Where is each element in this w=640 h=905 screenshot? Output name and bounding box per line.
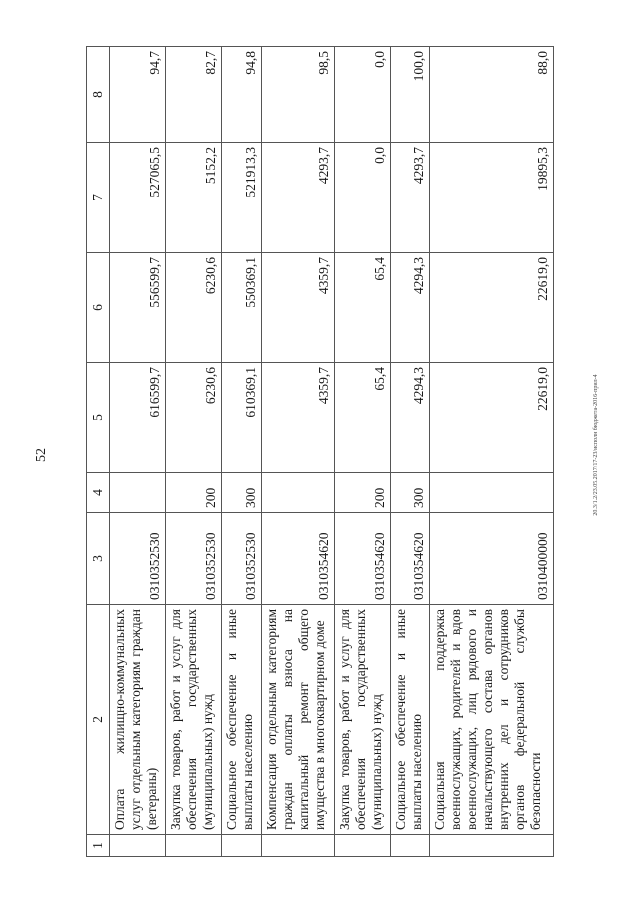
- table-row: [334, 47, 390, 857]
- expense-name-cell: Закупка товаров, работ и услуг для обеспечения государственных (муниципальных) нужд: [166, 605, 222, 835]
- target-code-cell: 0310354620: [334, 513, 390, 605]
- column-header-4: 4: [87, 473, 110, 513]
- budget-table-sheet: [86, 47, 554, 857]
- row-index-cell: [166, 835, 222, 857]
- row-index-cell: [261, 835, 334, 857]
- execution-percent-cell: 82,7: [166, 47, 222, 143]
- execution-percent-cell: 98,5: [261, 47, 334, 143]
- approved-plan-cell: 616599,7: [110, 363, 166, 473]
- executed-cell: 4293,7: [390, 143, 429, 253]
- execution-percent-cell: 94,7: [110, 47, 166, 143]
- row-index-cell: [334, 835, 390, 857]
- row-index-cell: [110, 835, 166, 857]
- execution-percent-cell: 0,0: [334, 47, 390, 143]
- expense-type-cell: [261, 473, 334, 513]
- approved-plan-cell: 65,4: [334, 363, 390, 473]
- revised-plan-cell: 22619,0: [429, 253, 553, 363]
- revised-plan-cell: 556599,7: [110, 253, 166, 363]
- executed-cell: 4293,7: [261, 143, 334, 253]
- expense-name-cell: Компенсация отдельным категориям граждан оплаты взноса на капитальный ремонт общего имущества в многоквартирном доме: [261, 605, 334, 835]
- expense-name-cell: Социальное обеспечение и иные выплаты населению: [390, 605, 429, 835]
- column-header-3: 3: [87, 513, 110, 605]
- column-header-1: 1: [87, 835, 110, 857]
- execution-percent-cell: 100,0: [390, 47, 429, 143]
- revised-plan-cell: 550369,1: [222, 253, 261, 363]
- target-code-cell: 0310352530: [166, 513, 222, 605]
- table-row: [390, 47, 429, 857]
- target-code-cell: 0310400000: [429, 513, 553, 605]
- approved-plan-cell: 4359,7: [261, 363, 334, 473]
- row-index-cell: [429, 835, 553, 857]
- file-stamp: 20.3/1.2/23.05.2017/17-23/исполн бюджета-2016-прил-4: [593, 374, 599, 516]
- expense-type-cell: 200: [166, 473, 222, 513]
- row-index-cell: [222, 835, 261, 857]
- page-number: 52: [34, 448, 49, 462]
- executed-cell: 5152,2: [166, 143, 222, 253]
- expense-name-cell: Оплата жилищно-коммунальных услуг отдельным категориям граждан (ветераны): [110, 605, 166, 835]
- executed-cell: 19895,3: [429, 143, 553, 253]
- executed-cell: 527065,5: [110, 143, 166, 253]
- target-code-cell: 0310352530: [110, 513, 166, 605]
- executed-cell: 0,0: [334, 143, 390, 253]
- expense-type-cell: [429, 473, 553, 513]
- expense-name-cell: Закупка товаров, работ и услуг для обеспечения государственных (муниципальных) нужд: [334, 605, 390, 835]
- column-header-8: 8: [87, 47, 110, 143]
- row-index-cell: [390, 835, 429, 857]
- budget-table: [86, 46, 554, 857]
- approved-plan-cell: 22619,0: [429, 363, 553, 473]
- target-code-cell: 0310354620: [261, 513, 334, 605]
- table-row: [110, 47, 166, 857]
- table-row: [222, 47, 261, 857]
- expense-name-cell: Социальное обеспечение и иные выплаты населению: [222, 605, 261, 835]
- expense-type-cell: 300: [222, 473, 261, 513]
- expense-type-cell: 300: [390, 473, 429, 513]
- column-header-2: 2: [87, 605, 110, 835]
- table-row: [429, 47, 553, 857]
- execution-percent-cell: 94,8: [222, 47, 261, 143]
- approved-plan-cell: 4294,3: [390, 363, 429, 473]
- expense-type-cell: 200: [334, 473, 390, 513]
- approved-plan-cell: 6230,6: [166, 363, 222, 473]
- target-code-cell: 0310354620: [390, 513, 429, 605]
- executed-cell: 521913,3: [222, 143, 261, 253]
- expense-type-cell: [110, 473, 166, 513]
- column-header-7: 7: [87, 143, 110, 253]
- table-header-row: [87, 47, 110, 857]
- execution-percent-cell: 88,0: [429, 47, 553, 143]
- approved-plan-cell: 610369,1: [222, 363, 261, 473]
- target-code-cell: 0310352530: [222, 513, 261, 605]
- table-row: [166, 47, 222, 857]
- revised-plan-cell: 6230,6: [166, 253, 222, 363]
- table-row: [261, 47, 334, 857]
- revised-plan-cell: 4294,3: [390, 253, 429, 363]
- expense-name-cell: Социальная поддержка военнослужащих, родителей и вдов военнослужащих, лиц рядового и начальствующего состава органов внутренних дел и сотрудников органов федеральной службы безопасности: [429, 605, 553, 835]
- revised-plan-cell: 4359,7: [261, 253, 334, 363]
- revised-plan-cell: 65,4: [334, 253, 390, 363]
- column-header-6: 6: [87, 253, 110, 363]
- column-header-5: 5: [87, 363, 110, 473]
